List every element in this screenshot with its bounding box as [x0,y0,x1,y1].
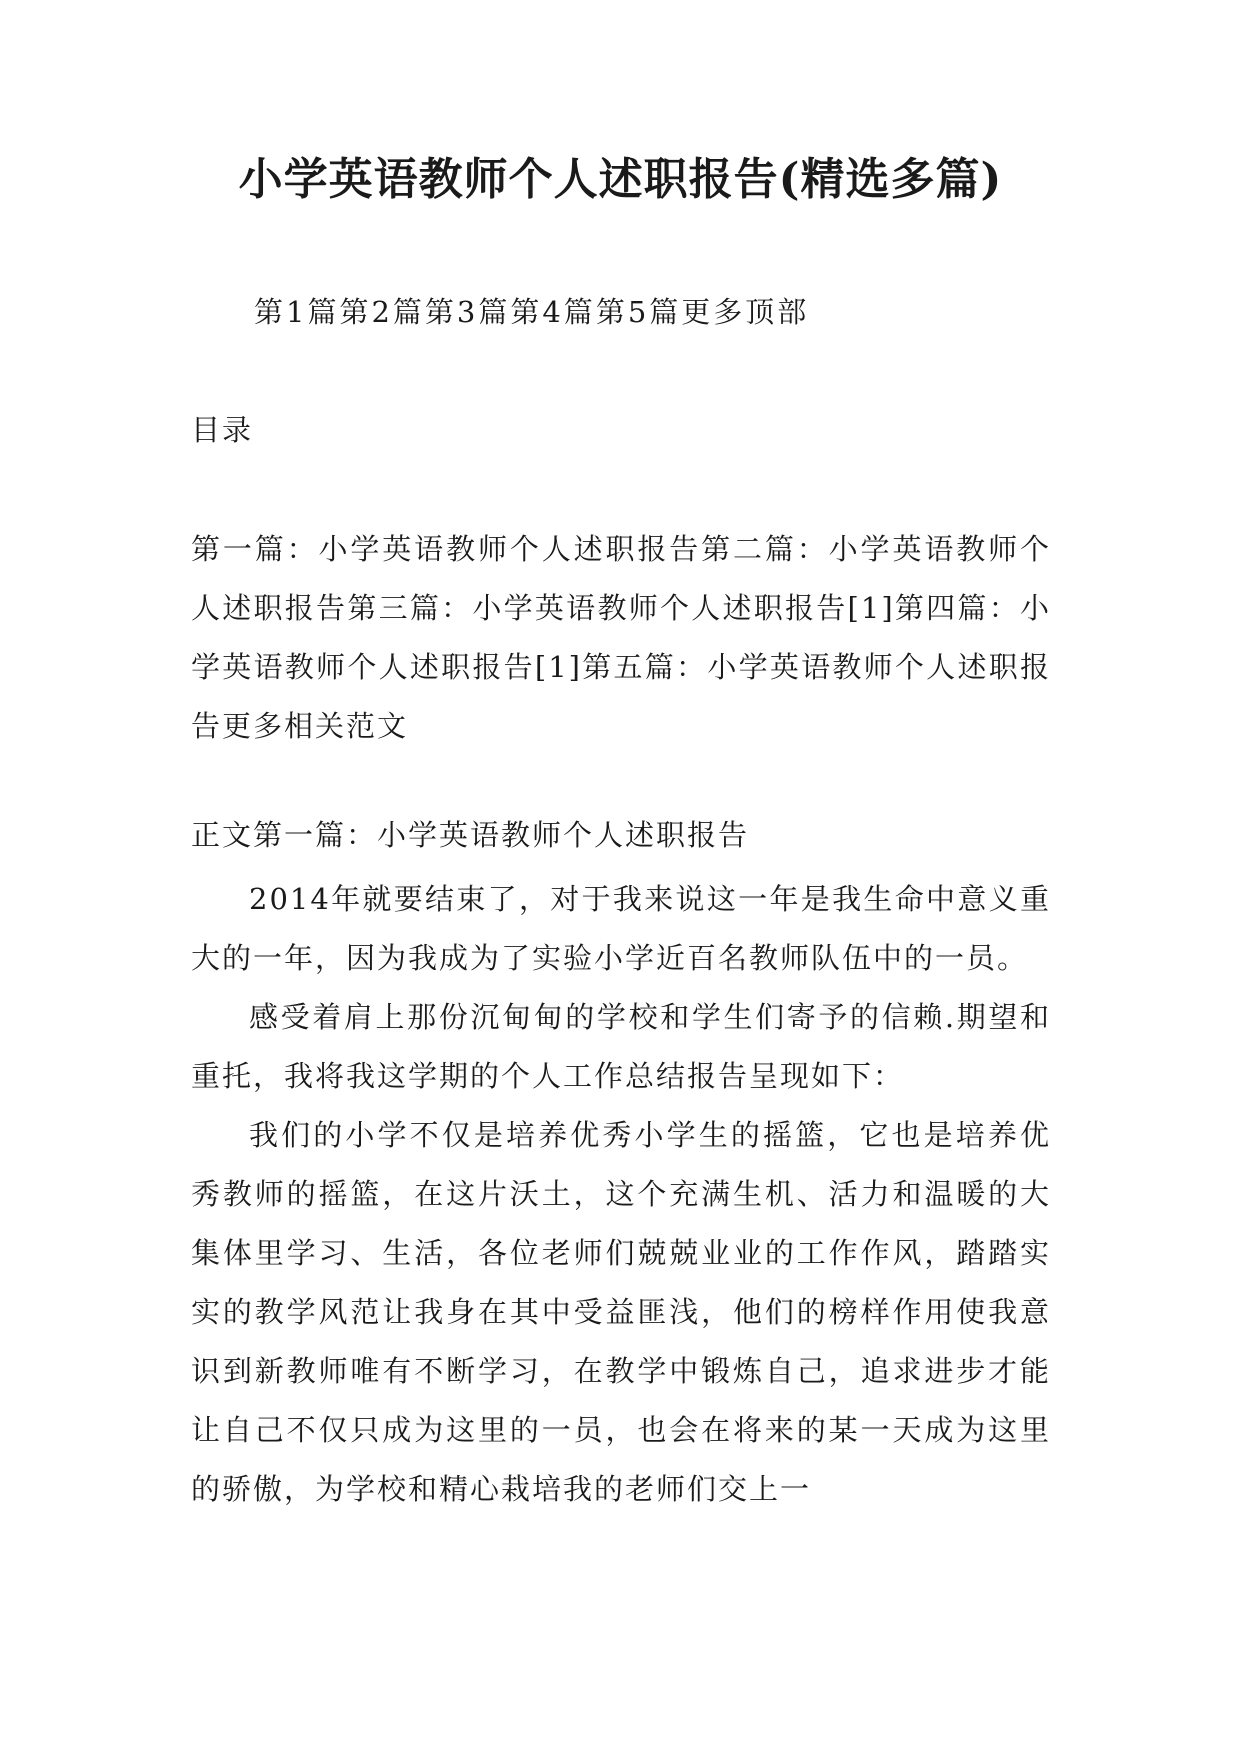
paragraph: 2014年就要结束了，对于我来说这一年是我生命中意义重大的一年，因为我成为了实验小学近百名教师队伍中的一员。 [191,882,1051,975]
paragraph: 感受着肩上那份沉甸甸的学校和学生们寄予的信赖.期望和重托，我将我这学期的个人工作总结报告呈现如下： [191,1000,1051,1093]
nav-link-2[interactable]: 第2篇 [339,295,425,329]
nav-link-3[interactable]: 第3篇 [424,295,511,329]
toc-item-5[interactable]: 第五篇：小学英语教师个人述职报告 [191,650,1051,743]
toc-item-2[interactable]: 第二篇：小学英语教师个人述职报告 [191,532,1051,625]
nav-link-top[interactable]: 顶部 [745,295,810,329]
main-heading: 正文第一篇：小学英语教师个人述职报告 [191,818,750,852]
paragraph: 我们的小学不仅是培养优秀小学生的摇篮，它也是培养优秀教师的摇篮，在这片沃土，这个充满生机、活力和温暖的大集体里学习、生活，各位老师们兢兢业业的工作作风，踏踏实实的教学风范让我身在其中受益匪浅，他们的榜样作用使我意识到新教师唯有不断学习，在教学中锻炼自己，追求进步才能让自己不仅只成为这里的一员，也会在将来的某一天成为这里的骄傲，为学校和精心栽培我的老师们交上一 [191,1118,1051,1506]
document-title: 小学英语教师个人述职报告(精选多篇) [238,154,1003,205]
toc-heading: 目录 [191,413,254,447]
nav-link-5[interactable]: 第5篇 [595,295,682,329]
section-nav [254,292,809,332]
body-text [191,870,1051,1519]
nav-link-4[interactable]: 第4篇 [510,295,596,329]
nav-link-1[interactable]: 第1篇 [254,295,340,329]
nav-link-more[interactable]: 更多 [681,295,746,329]
toc-item-4[interactable]: 第四篇：小学英语教师个人述职报告[1] [191,591,1051,684]
toc-item-1[interactable]: 第一篇：小学英语教师个人述职报告 [191,532,702,566]
toc-item-more[interactable]: 更多相关范文 [222,709,409,743]
table-of-contents [191,520,1051,756]
toc-item-3[interactable]: 第三篇：小学英语教师个人述职报告[1] [347,591,895,625]
